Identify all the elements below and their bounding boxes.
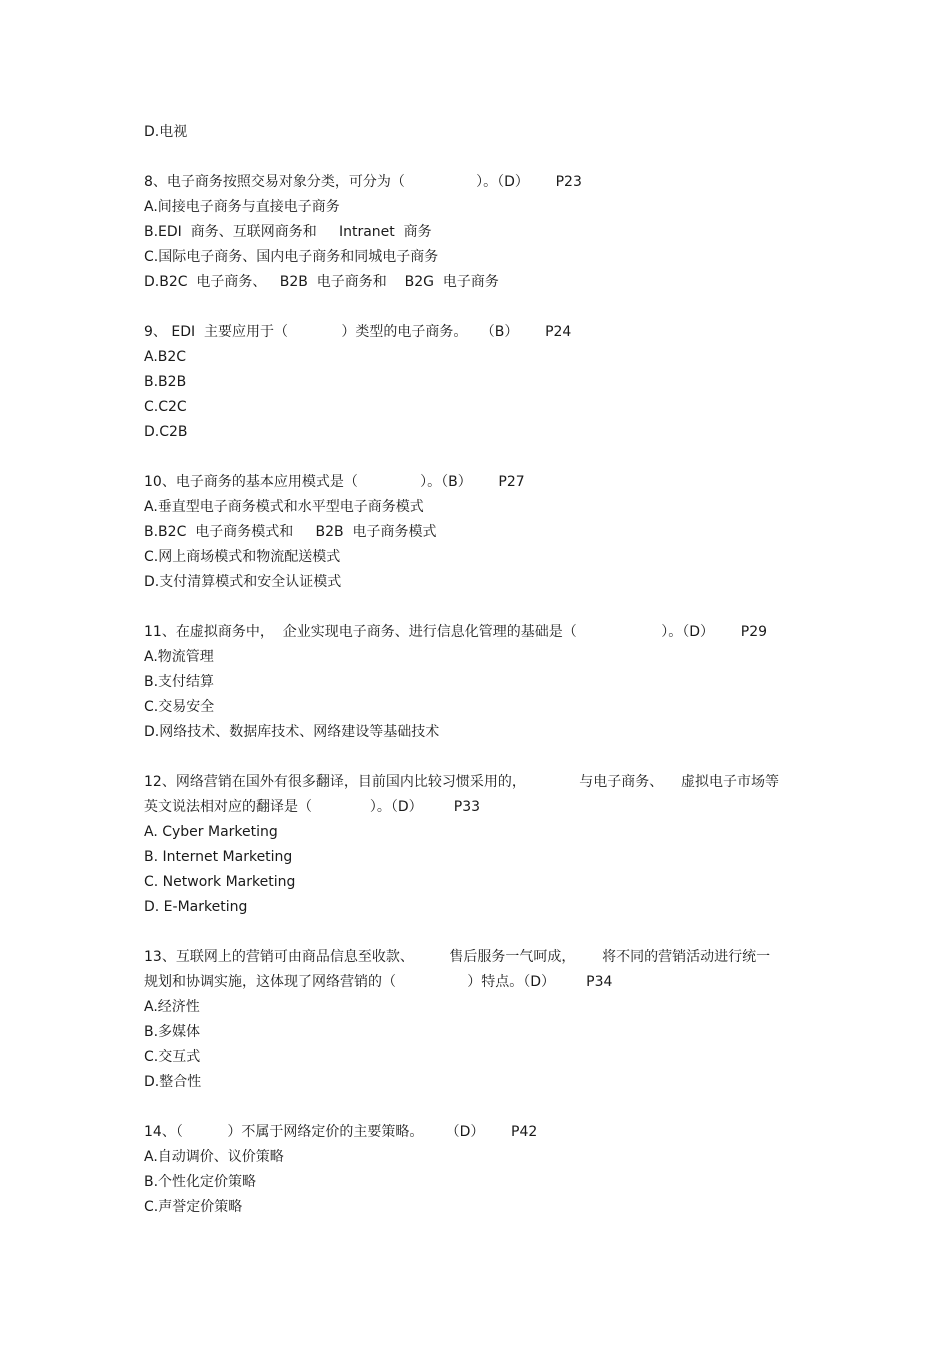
q11-option-a: A.物流管理 (144, 649, 214, 665)
q13-option-c: C.交互式 (144, 1049, 201, 1065)
q8-option-d: D.B2C 电子商务、 B2B 电子商务和 B2G 电子商务 (144, 274, 499, 290)
q14-stem: 14、（ ）不属于网络定价的主要策略。 （D） P42 (144, 1124, 538, 1140)
q13-stem-line2: 规划和协调实施，这体现了网络营销的（ ）特点。（D） P34 (144, 974, 613, 990)
q10-option-d: D.支付清算模式和安全认证模式 (144, 574, 342, 590)
q8-option-b: B.EDI 商务、互联网商务和 Intranet 商务 (144, 224, 432, 240)
q8-option-a: A.间接电子商务与直接电子商务 (144, 199, 340, 215)
q9-stem: 9、 EDI 主要应用于（ ）类型的电子商务。 （B） P24 (144, 324, 572, 340)
spacer (144, 595, 804, 620)
spacer (144, 745, 804, 770)
spacer (144, 295, 804, 320)
q7-option-d: D.电视 (144, 124, 188, 140)
q14-option-a: A.自动调价、议价策略 (144, 1149, 284, 1165)
q8-stem: 8、电子商务按照交易对象分类，可分为（ ）。（D） P23 (144, 174, 582, 190)
q12-option-c: C. Network Marketing (144, 874, 296, 890)
spacer (144, 445, 804, 470)
q12-stem-line2: 英文说法相对应的翻译是（ ）。（D） P33 (144, 799, 481, 815)
spacer (144, 1095, 804, 1120)
q8-option-c: C.国际电子商务、国内电子商务和同城电子商务 (144, 249, 439, 265)
q11-option-b: B.支付结算 (144, 674, 215, 690)
q12-option-a: A. Cyber Marketing (144, 824, 278, 840)
q11-option-c: C.交易安全 (144, 699, 215, 715)
q13-option-a: A.经济性 (144, 999, 200, 1015)
q11-option-d: D.网络技术、数据库技术、网络建设等基础技术 (144, 724, 440, 740)
q12-option-d: D. E-Marketing (144, 899, 248, 915)
spacer (144, 145, 804, 170)
q10-option-b: B.B2C 电子商务模式和 B2B 电子商务模式 (144, 524, 437, 540)
q14-option-b: B.个性化定价策略 (144, 1174, 257, 1190)
q10-stem: 10、电子商务的基本应用模式是（ ）。（B） P27 (144, 474, 525, 490)
q11-stem: 11、在虚拟商务中， 企业实现电子商务、进行信息化管理的基础是（ ）。（D） P29 (144, 624, 768, 640)
q10-option-c: C.网上商场模式和物流配送模式 (144, 549, 341, 565)
q9-option-d: D.C2B (144, 424, 188, 440)
spacer (144, 920, 804, 945)
q12-option-b: B. Internet Marketing (144, 849, 293, 865)
q13-stem-line1: 13、互联网上的营销可由商品信息至收款、 售后服务一气呵成， 将不同的营销活动进行统一 (144, 949, 771, 965)
q13-option-b: B.多媒体 (144, 1024, 201, 1040)
q9-option-a: A.B2C (144, 349, 187, 365)
q9-option-c: C.C2C (144, 399, 187, 415)
q12-stem-line1: 12、网络营销在国外有很多翻译，目前国内比较习惯采用的， 与电子商务、 虚拟电子市场等 (144, 774, 780, 790)
q14-option-c: C.声誉定价策略 (144, 1199, 243, 1215)
q9-option-b: B.B2B (144, 374, 187, 390)
q13-option-d: D.整合性 (144, 1074, 202, 1090)
q10-option-a: A.垂直型电子商务模式和水平型电子商务模式 (144, 499, 424, 515)
question-list (144, 120, 804, 1220)
